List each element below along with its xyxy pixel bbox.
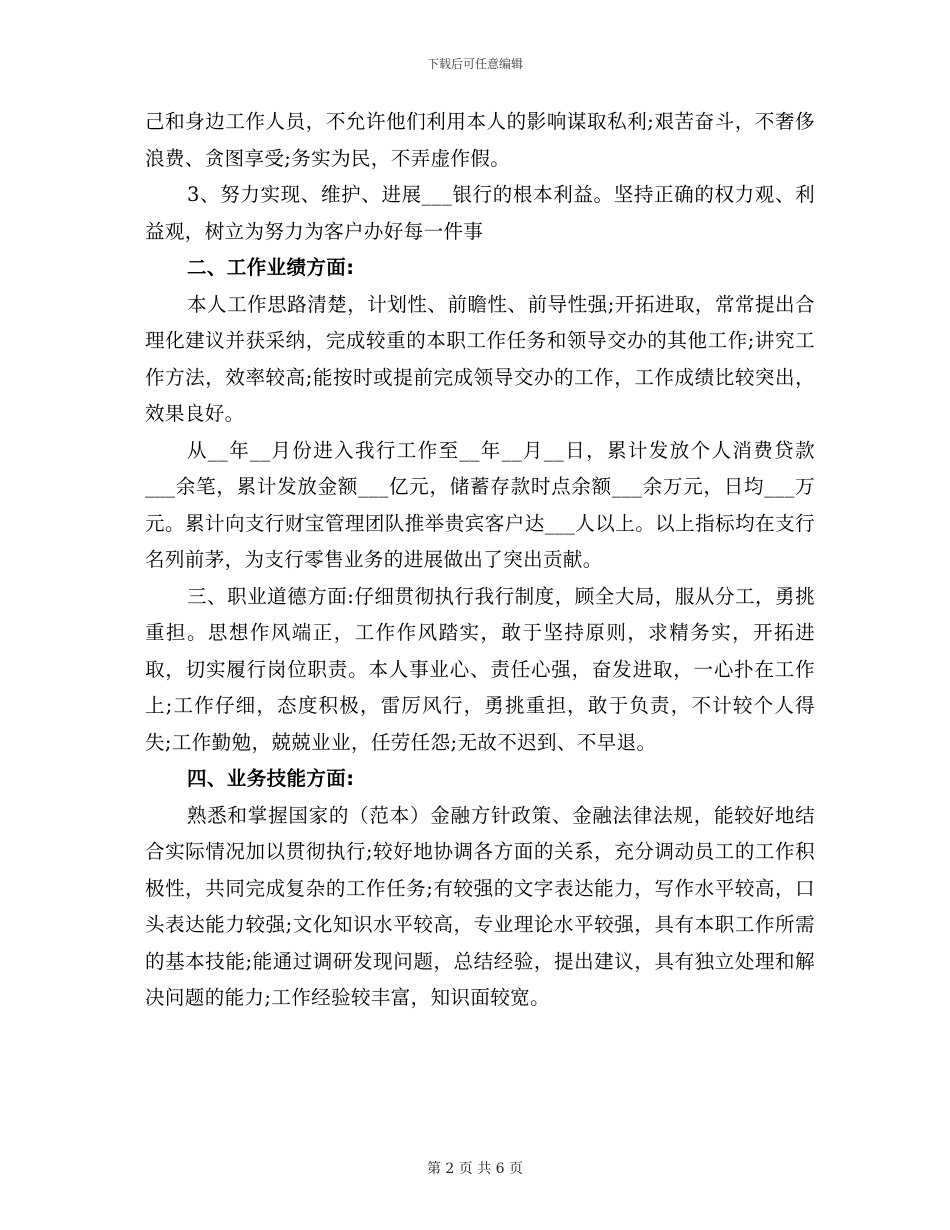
section-heading: 二、工作业绩方面: bbox=[187, 256, 355, 279]
paragraph: 三、职业道德方面:仔细贯彻执行我行制度，顾全大局，服从分工，勇挑重担。思想作风端正，工作作风踏实，敢于坚持原则，求精务实，开拓进取，切实履行岗位职责。本人事业心、责任心强，奋发进取，一心扑在工作上;工作仔细，态度积极，雷厉风行，勇挑重担，敢于负责，不计较个人得失;工作勤勉，兢兢业业，任劳任怨;无故不迟到、不早退。 bbox=[145, 584, 815, 754]
paragraph: 3、努力实现、维护、进展___银行的根本利益。坚持正确的权力观、利益观，树立为努力为客户办好每一件事 bbox=[145, 183, 815, 243]
paragraph: 从__年__月份进入我行工作至__年__月__日，累计发放个人消费贷款___余笔，累计发放金额___亿元，储蓄存款时点余额___余万元，日均___万元。累计向支行财宝管理团队推举贵宾客户达___人以上。以上指标均在支行名列前茅，为支行零售业务的进展做出了突出贡献。 bbox=[145, 438, 815, 571]
paragraph: 己和身边工作人员，不允许他们利用本人的影响谋取私利;艰苦奋斗，不奢侈浪费、贪图享受;务实为民，不弄虚作假。 bbox=[145, 110, 815, 170]
header-note: 下载后可任意编辑 bbox=[426, 57, 523, 71]
page-number: 第 2 页 共 6 页 bbox=[426, 1161, 524, 1177]
section-heading: 四、业务技能方面: bbox=[187, 767, 355, 790]
document-body bbox=[145, 104, 815, 1017]
paragraph: 熟悉和掌握国家的（范本）金融方针政策、金融法律法规，能较好地结合实际情况加以贯彻执行;较好地协调各方面的关系，充分调动员工的工作积极性，共同完成复杂的工作任务;有较强的文字表达能力，写作水平较高，口头表达能力较强;文化知识水平较高，专业理论水平较强，具有本职工作所需的基本技能;能通过调研发现问题，总结经验，提出建议，具有独立处理和解决问题的能力;工作经验较丰富，知识面较宽。 bbox=[145, 803, 815, 1009]
paragraph: 本人工作思路清楚，计划性、前瞻性、前导性强;开拓进取，常常提出合理化建议并获采纳，完成较重的本职工作任务和领导交办的其他工作;讲究工作方法，效率较高;能按时或提前完成领导交办的工作，工作成绩比较突出，效果良好。 bbox=[145, 292, 815, 425]
